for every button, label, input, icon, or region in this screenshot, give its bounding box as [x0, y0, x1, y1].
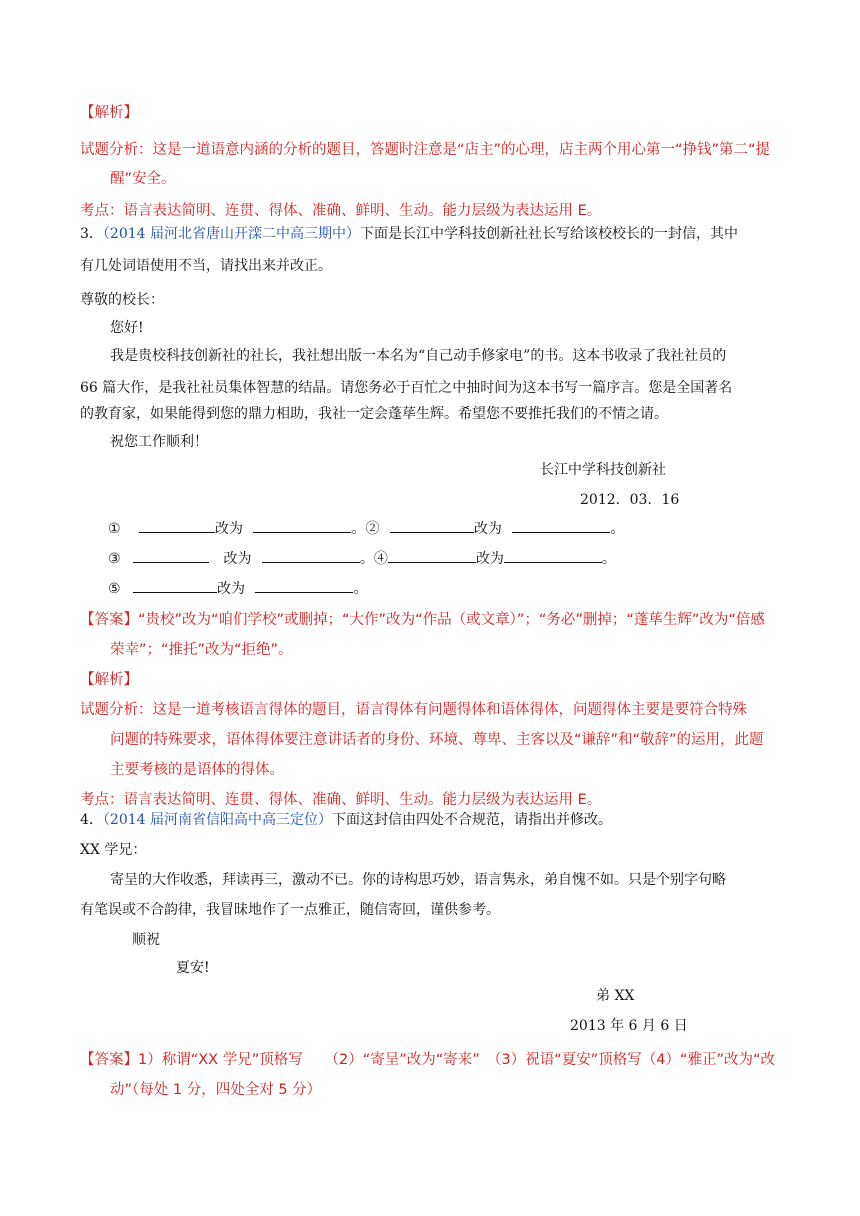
answer-blank[interactable] — [133, 548, 209, 563]
letter-body-line: 66 篇大作，是我社社员集体智慧的结晶。请您务必于百忙之中抽时间为这本书写一篇序言。您是全国著名 — [80, 380, 733, 396]
letter-body-line: 我是贵校科技创新社的社长，我社想出版一本名为“自己动手修家电”的书。这本书收录了我社社员的 — [110, 348, 727, 364]
answer-blank[interactable] — [133, 578, 217, 593]
knowledge-point: 考点：语言表达简明、连贯、得体、准确、鲜明、生动。能力层级为表达运用 E。 — [80, 203, 602, 219]
letter-salutation: XX 学兄： — [80, 842, 147, 858]
letter-body-line: 的教育家，如果能得到您的鼎力相助，我社一定会蓬荜生辉。希望您不要推托我们的不情之请。 — [80, 406, 668, 422]
analysis-text-line: 主要考核的是语体的得体。 — [110, 762, 284, 778]
question-3-stem-cont: 有几处词语使用不当，请找出来并改正。 — [80, 258, 332, 274]
letter-salutation: 尊敬的校长： — [80, 292, 164, 308]
answer-blank[interactable] — [390, 518, 474, 533]
analysis-text-line: 试题分析：这是一道考核语言得体的题目，语言得体有问题得体和语体得体，问题得体主要是要符合特殊 — [80, 702, 747, 718]
analysis-text-line: 醒”安全。 — [110, 171, 176, 187]
letter-closing: 夏安! — [176, 960, 210, 976]
blank-row: ③ 改为 。④ 改为 。 — [108, 548, 616, 569]
letter-greeting: 您好! — [110, 320, 144, 336]
answer-text: 动”（每处 1 分，四处全对 5 分） — [110, 1082, 322, 1098]
analysis-header: 【解析】 — [80, 105, 138, 121]
letter-closing: 顺祝 — [132, 932, 160, 948]
answer-blank[interactable] — [388, 548, 476, 563]
knowledge-point: 考点：语言表达简明、连贯、得体、准确、鲜明、生动。能力层级为表达运用 E。 — [80, 792, 602, 808]
analysis-text-line: 问题的特殊要求，语体得体要注意讲话者的身份、环境、尊卑、主客以及“谦辞”和“敬辞”的运用，此题 — [110, 732, 764, 748]
letter-signature: 长江中学科技创新社 — [540, 462, 666, 478]
letter-closing: 祝您工作顺利！ — [110, 434, 208, 450]
question-4-stem: 4．（2014 届河南省信阳高中高三定位）下面这封信由四处不合规范，请指出并修改。 — [80, 812, 613, 828]
answer-text: 【答案】1）称谓“XX 学兄”顶格写 （2）“寄呈”改为“寄来” （3）祝语“夏安”顶格写（4）“雅正”改为“改 — [80, 1052, 776, 1068]
letter-body-line: 有笔误或不合韵律，我冒昧地作了一点雅正，随信寄回，谨供参考。 — [80, 902, 500, 918]
letter-date: 2013 年 6 月 6 日 — [570, 1018, 688, 1034]
question-source: （2014 届河北省唐山开滦二中高三期中） — [102, 226, 360, 242]
answer-blank[interactable] — [262, 548, 360, 563]
letter-body-line: 寄呈的大作收悉，拜读再三，激动不已。你的诗构思巧妙，语言隽永，弟自愧不如。只是个别字句略 — [110, 872, 726, 888]
answer-blank[interactable] — [512, 518, 610, 533]
answer-blank[interactable] — [255, 578, 353, 593]
answer-text: 荣幸”；“推托”改为“拒绝”。 — [110, 642, 293, 658]
letter-date: 2012．03．16 — [580, 492, 680, 508]
question-source: （2014 届河南省信阳高中高三定位） — [102, 812, 333, 828]
analysis-text-line: 试题分析：这是一道语意内涵的分析的题目，答题时注意是“店主”的心理，店主两个用心第一“挣钱”第二“提 — [80, 142, 771, 158]
blank-row: ① 改为 。② 改为 。 — [108, 518, 624, 539]
answer-text: 【答案】“贵校”改为“咱们学校”或删掉；“大作”改为“作品（或文章）”；“务必”删掉；“蓬荜生辉”改为“倍感 — [80, 612, 765, 628]
analysis-header: 【解析】 — [80, 672, 138, 688]
answer-blank[interactable] — [253, 518, 351, 533]
question-3-stem: 3．（2014 届河北省唐山开滦二中高三期中）下面是长江中学科技创新社社长写给该校校长的一封信，其中 — [80, 226, 738, 242]
letter-signature: 弟 XX — [596, 988, 635, 1004]
blank-row: ⑤ 改为 。 — [108, 578, 367, 599]
answer-blank[interactable] — [504, 548, 602, 563]
answer-blank[interactable] — [139, 518, 215, 533]
